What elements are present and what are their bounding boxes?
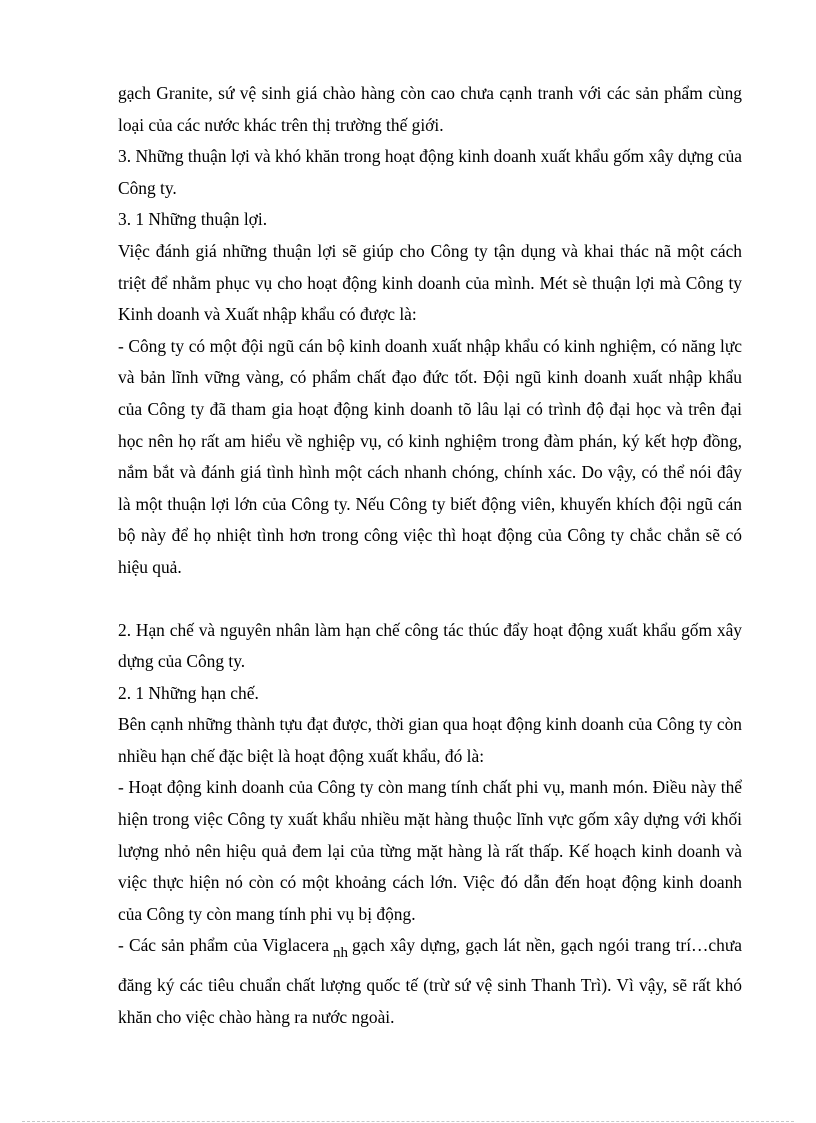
subsection-heading-2-1: 2. 1 Những hạn chế.	[118, 682, 259, 703]
subscript-fragment: nh	[332, 945, 348, 962]
subsection-heading-3-1: 3. 1 Những thuận lợi.	[118, 209, 268, 230]
paragraph-limitation-standards	[118, 930, 742, 1033]
section-heading-2: 2. Hạn chế và nguyên nhân làm hạn chế công tác thúc đẩy hoạt động xuất khẩu gốm xây dựng của Công ty.	[118, 619, 742, 672]
paragraph-limitations-intro: Bên cạnh những thành tựu đạt được, thời gian qua hoạt động kinh doanh của Công ty còn nhiều hạn chế đặc biệt là hoạt động xuất khẩu, đó là:	[118, 714, 742, 766]
paragraph-advantages-intro: Việc đánh giá những thuận lợi sẽ giúp cho Công ty tận dụng và khai thác nã một cách triệt để nhằm phục vụ cho hoạt động kinh doanh của mình. Mét sè thuận lợi mà Công ty Kinh doanh và Xuất nhập khẩu có được là:	[118, 240, 742, 325]
paragraph-continuation: gạch Granite, sứ vệ sinh giá chào hàng còn cao chưa cạnh tranh với các sản phẩm cùng loại của các nước khác trên thị trường thế giới.	[118, 83, 742, 135]
paragraph-limitation-business: - Hoạt động kinh doanh của Công ty còn mang tính chất phi vụ, manh món. Điều này thể hiện trong việc Công ty xuất khẩu nhiều mặt hàng thuộc lĩnh vực gốm xây dựng với khối lượng nhỏ nên hiệu quả đem lại của từng mặt hàng là rất thấp. Kế hoạch kinh doanh và việc thực hiện nó còn có một khoảng cách lớn. Việc đó dẫn đến hoạt động kinh doanh của Công ty còn mang tính phi vụ bị động.	[118, 777, 742, 924]
section-heading-3: 3. Những thuận lợi và khó khăn trong hoạt động kinh doanh xuất khẩu gốm xây dựng của Công ty.	[118, 146, 742, 198]
paragraph-text-start: - Các sản phẩm của Viglacera	[118, 935, 329, 956]
paragraph-text-end: gạch xây dựng, gạch lát nền, gạch ngói trang trí…chưa đăng ký các tiêu chuẩn chất lượng quốc tế (trừ sứ vệ sinh Thanh Trì). Vì vậy, sẽ rất khó khăn cho việc chào hàng ra nước ngoài.	[118, 935, 742, 1027]
page-bottom-edge	[22, 1121, 794, 1122]
paragraph-advantage-staff: - Công ty có một đội ngũ cán bộ kinh doanh xuất nhập khẩu có kinh nghiệm, có năng lực và bản lĩnh vững vàng, có phẩm chất đạo đức tốt. Đội ngũ kinh doanh xuất nhập khẩu của Công ty đã tham gia hoạt động kinh doanh tõ lâu lại có trình độ đại học và trên đại học nên họ rất am hiểu về nghiệp vụ, có kinh nghiệm trong đàm phán, ký kết hợp đồng, nắm bắt và đánh giá tình hình một cách nhanh chóng, chính xác. Do vậy, có thể nói đây là một thuận lợi lớn của Công ty. Nếu Công ty biết động viên, khuyến khích đội ngũ cán bộ này để họ nhiệt tình hơn trong công việc thì hoạt động của Công ty chắc chắn sẽ có hiệu quả.	[118, 335, 742, 577]
document-body	[118, 78, 742, 1033]
